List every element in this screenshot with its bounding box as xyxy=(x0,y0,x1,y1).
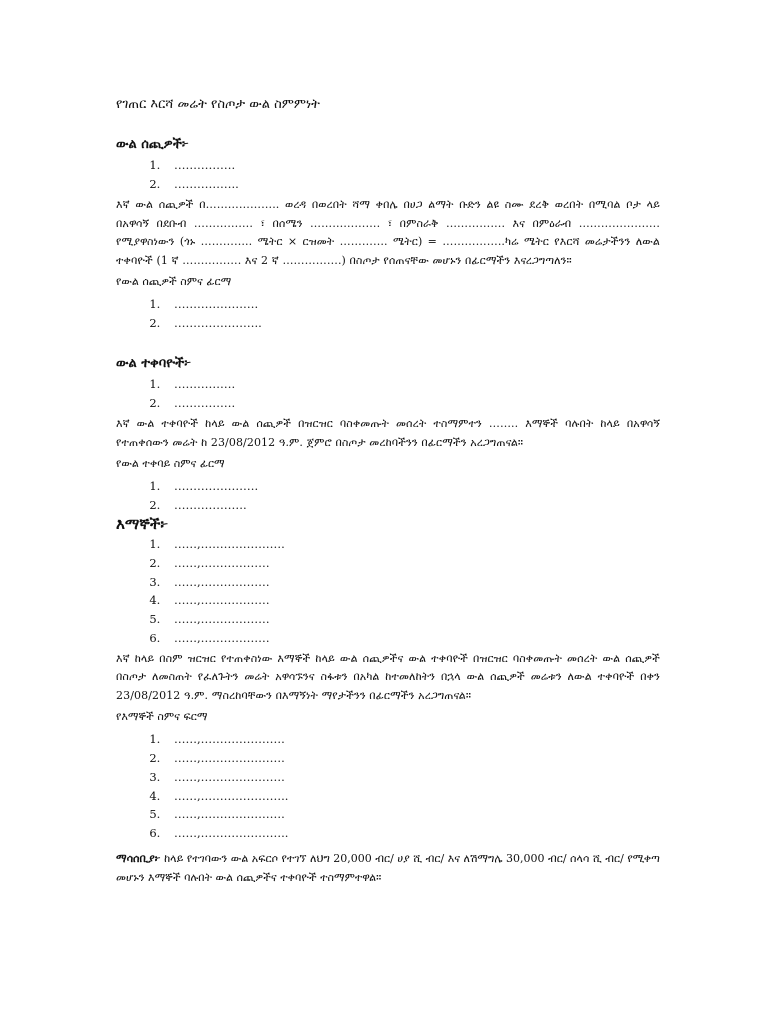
list-item: 5. ……,…………………. xyxy=(164,805,660,824)
list-item: 1. ……………. xyxy=(164,156,660,175)
donors-paragraph: እኛ ውል ሰጪዎች በ……………….. ወረዳ በወረበት ሻማ ቀበሌ በሀጋ ልማት ቡድን ልዩ ስሙ ደረቅ ወረበት በሚባል ቦታ ላይ በአዋሳኝ በደቡብ ……………. ፣ በሰሜን ………………. ፣ በምስራቅ ……………. እና በምዕራብ …………………. የሚያዋስነውን (ጎኑ ………….. ሜትር × ርዝመት …………. ሜትር) = ……………..ካሬ ሜትር የእርሻ መሬታችንን ለውል ተቀባዮች (1 ኛ ……………. እና 2 ኛ …………….) በስጦታ የሰጠናቸው መሆኑን በፊርማችን እናረጋግጣለን። xyxy=(116,198,660,267)
document-page xyxy=(116,96,660,887)
donors-heading: ውል ሰጪዎች፦ xyxy=(116,137,189,152)
donors-sign-label: የውል ሰጪዎች ስምና ፊርማ xyxy=(116,275,232,288)
recipients-sign-list xyxy=(116,477,660,515)
recipients-sign-label: የውል ተቀባይ ስምና ፊርማ xyxy=(116,457,225,470)
list-item: 1. ……,…………………. xyxy=(164,730,660,749)
list-item: 2. ………………….. xyxy=(164,314,660,333)
witnesses-list xyxy=(116,535,660,648)
list-item: 2. ……,……………… xyxy=(164,554,660,573)
list-item: 3. ……,……………… xyxy=(164,573,660,592)
donors-sign-list xyxy=(116,295,660,333)
list-item: 2. ………………. xyxy=(164,496,660,515)
list-item: 4. ……,……………… xyxy=(164,591,660,610)
witnesses-heading: እማኞች፦ xyxy=(116,515,169,533)
recipients-heading: ውል ተቀባዮች፦ xyxy=(116,356,192,371)
witnesses-sign-label: የእማኞች ስምና ፍርማ xyxy=(116,710,208,724)
closing-note xyxy=(116,849,660,887)
list-item: 5. ……,……………… xyxy=(164,610,660,629)
list-item: 1. ……………. xyxy=(164,375,660,394)
list-item: 6. ……,………………….. xyxy=(164,824,660,843)
witnesses-sign-list xyxy=(116,730,660,843)
list-item: 1. …………………. xyxy=(164,295,660,314)
recipients-paragraph: እኛ ውል ተቀባዮች ከላይ ውል ሰጪዎች በዝርዝር ባስቀመጡት መሰረት ተስማምተን …….. እማኞች ባሉበት ከላይ በአዋሳኝ የተጠቀሰውን መሬት ከ 23/08/2012 ዓ.ም. ጀምሮ በስጦታ መረከባችንን በፊርማችን አረጋግጠናል። xyxy=(116,417,660,449)
list-item: 2. ……,…………………. xyxy=(164,749,660,768)
list-item: 1. …………………. xyxy=(164,477,660,496)
list-item: 6. ……,……………… xyxy=(164,629,660,648)
recipients-list xyxy=(116,375,660,413)
closing-text: ከላይ የተገባውን ውል አፍርሶ የተገኘ ለህግ 20,000 ብር/ ሀያ ሺ ብር/ እና ለሽማግሌ 30,000 ብር/ ሰላሳ ሺ ብር/ የሚቀጣ መሆኑን እማኞች ባሉበት ውል ሰጪዎችና ተቀባዮች ተስማምተዋል። xyxy=(116,852,660,885)
list-item: 2. …………….. xyxy=(164,175,660,194)
closing-lead: ማሳሰቢያ፦ xyxy=(116,852,161,866)
witnesses-paragraph: እኛ ከላይ በስም ዝርዝር የተጠቀስነው እማኞች ከላይ ውል ሰጪዎችና ውል ተቀባዮች በዝርዝር ባስቀመጡት መሰረት ውል ሰጪዎች በስጦታ ለመስጠት የፈለጉትን መሬት አዋሳኙንና ስፋቱን በአካል ከተመለከትን በኋላ ውል ሰጪዎች መሬቱን ለውል ተቀባዮች በቀን 23/08/2012 ዓ.ም. ማስረከባቸውን በእማኝነት ማየታችንን በፊርማችን አረጋግጠናል። xyxy=(116,651,660,702)
list-item: 2. ……………. xyxy=(164,394,660,413)
list-item: 3. ……,…………………. xyxy=(164,768,660,787)
list-item: 1. ……,…………………. xyxy=(164,535,660,554)
list-item: 4. ……,………………….. xyxy=(164,787,660,806)
donors-list xyxy=(116,156,660,194)
document-title: የገጠር እርሻ መሬት የስጦታ ውል ስምምነት xyxy=(116,97,320,112)
